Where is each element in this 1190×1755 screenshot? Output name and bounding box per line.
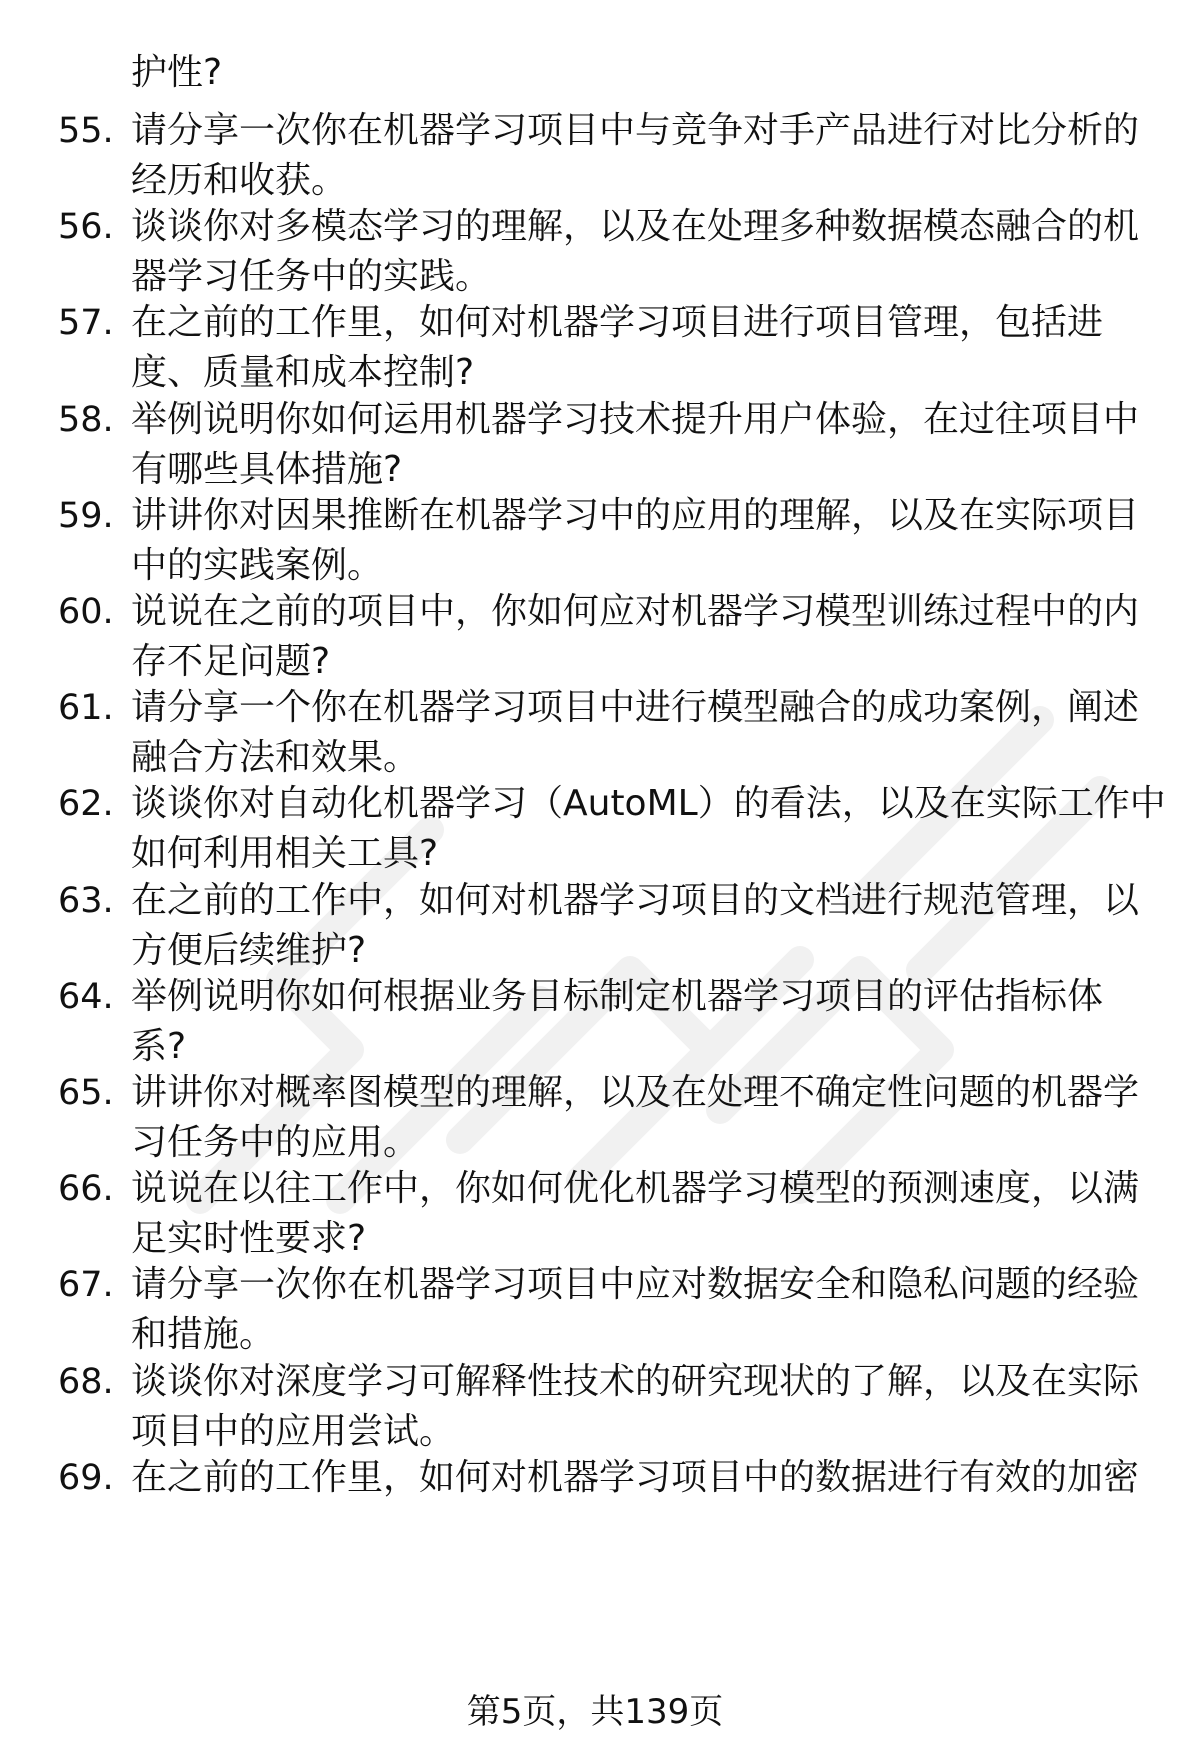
- question-item: [0, 491, 1190, 591]
- question-text: [131, 1164, 1176, 1264]
- question-number: 63.: [58, 881, 114, 921]
- question-item: [0, 395, 1190, 495]
- question-number: 61.: [58, 688, 114, 728]
- question-text: [131, 1068, 1176, 1168]
- question-text-line: 说说在以往工作中，你如何优化机器学习模型的预测速度，以满: [131, 1168, 1140, 1209]
- question-item: [0, 683, 1190, 783]
- question-text-line: 在之前的工作里，如何对机器学习项目中的数据进行有效的加密: [131, 1457, 1140, 1498]
- question-text: [131, 1357, 1176, 1457]
- question-text: [131, 1260, 1176, 1360]
- question-number: 55.: [58, 111, 114, 151]
- question-text-line: 谈谈你对多模态学习的理解，以及在处理多种数据模态融合的机: [131, 206, 1140, 247]
- question-text-line: 讲讲你对概率图模型的理解，以及在处理不确定性问题的机器学: [131, 1072, 1140, 1113]
- question-item: [0, 587, 1190, 687]
- question-text: [131, 587, 1176, 687]
- question-item: [0, 202, 1190, 302]
- question-text-line: 度、质量和成本控制?: [131, 352, 475, 393]
- question-number: 67.: [58, 1265, 114, 1305]
- question-item: [0, 1357, 1190, 1457]
- question-item: [0, 876, 1190, 976]
- question-text-line: 说说在之前的项目中，你如何应对机器学习模型训练过程中的内: [131, 591, 1140, 632]
- question-text-line: 请分享一次你在机器学习项目中应对数据安全和隐私问题的经验: [131, 1264, 1140, 1305]
- question-item: [0, 1068, 1190, 1168]
- question-text: [131, 779, 1176, 879]
- question-text-line: 在之前的工作里，如何对机器学习项目进行项目管理，包括进: [131, 302, 1104, 343]
- question-item: [0, 1453, 1190, 1553]
- question-text-line: 有哪些具体措施?: [131, 449, 403, 490]
- question-text: [131, 1453, 1176, 1503]
- question-text: [131, 491, 1176, 591]
- question-text-line: 系?: [131, 1026, 187, 1067]
- question-number: 66.: [58, 1169, 114, 1209]
- question-text-line: 中的实践案例。: [131, 545, 384, 586]
- question-text-line: 谈谈你对自动化机器学习（AutoML）的看法，以及在实际工作中: [131, 783, 1166, 824]
- question-text: [131, 972, 1176, 1072]
- question-number: 60.: [58, 592, 114, 632]
- question-text-line: 经历和收获。: [131, 160, 348, 201]
- question-text-line: 如何利用相关工具?: [131, 833, 439, 874]
- question-item: [0, 779, 1190, 879]
- question-number: 69.: [58, 1458, 114, 1498]
- question-text-line: 习任务中的应用。: [131, 1122, 420, 1163]
- page-footer: 第5页，共139页: [466, 1692, 724, 1732]
- question-number: 65.: [58, 1073, 114, 1113]
- question-text-line: 足实时性要求?: [131, 1218, 367, 1259]
- question-text-line: 项目中的应用尝试。: [131, 1411, 456, 1452]
- question-text-line: 和措施。: [131, 1314, 276, 1355]
- question-text-line: 举例说明你如何运用机器学习技术提升用户体验，在过往项目中: [131, 399, 1140, 440]
- question-text-line: 请分享一次你在机器学习项目中与竞争对手产品进行对比分析的: [131, 110, 1140, 151]
- question-text: [131, 395, 1176, 495]
- question-number: 57.: [58, 303, 114, 343]
- question-text: [131, 298, 1176, 398]
- question-text-line: 讲讲你对因果推断在机器学习中的应用的理解，以及在实际项目: [131, 495, 1140, 536]
- question-text: [131, 683, 1176, 783]
- question-text: [131, 202, 1176, 302]
- question-text-line: 器学习任务中的实践。: [131, 256, 492, 297]
- question-text-line: 方便后续维护?: [131, 930, 367, 971]
- question-item: [0, 106, 1190, 206]
- question-number: 62.: [58, 784, 114, 824]
- question-text-line: 谈谈你对深度学习可解释性技术的研究现状的了解，以及在实际: [131, 1361, 1140, 1402]
- question-item: [0, 1260, 1190, 1360]
- question-item: [0, 1164, 1190, 1264]
- question-number: 64.: [58, 977, 114, 1017]
- question-item: [0, 972, 1190, 1072]
- question-item: [0, 298, 1190, 398]
- question-number: 68.: [58, 1362, 114, 1402]
- question-text-line: 存不足问题?: [131, 641, 331, 682]
- question-number: 58.: [58, 400, 114, 440]
- question-text-line: 请分享一个你在机器学习项目中进行模型融合的成功案例，阐述: [131, 687, 1140, 728]
- question-text: [131, 106, 1176, 206]
- question-number: 56.: [58, 207, 114, 247]
- question-text: [131, 876, 1176, 976]
- question-text-line: 在之前的工作中，如何对机器学习项目的文档进行规范管理，以: [131, 880, 1140, 921]
- question-text-line: 融合方法和效果。: [131, 737, 420, 778]
- question-number: 59.: [58, 496, 114, 536]
- question-text-line: 举例说明你如何根据业务目标制定机器学习项目的评估指标体: [131, 976, 1104, 1017]
- continuation-text: 护性?: [131, 52, 223, 93]
